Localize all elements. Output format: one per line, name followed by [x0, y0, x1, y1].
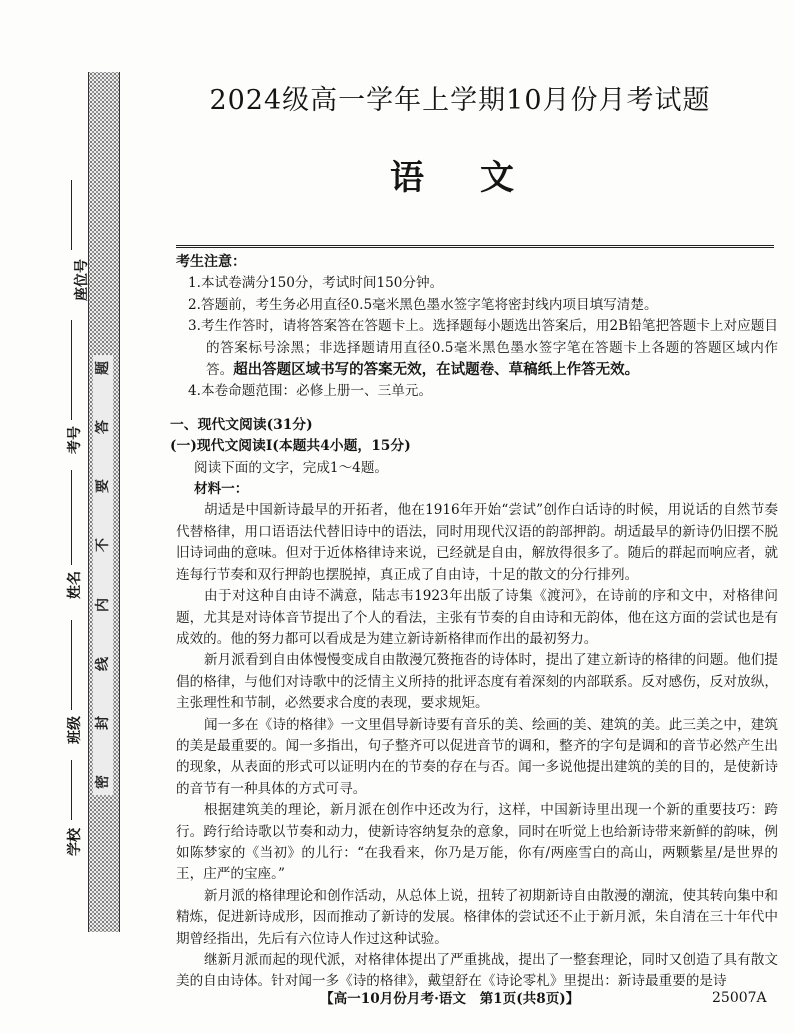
paragraph: 新月派的格律理论和创作活动，从总体上说，扭转了初期新诗自由散漫的潮流，使其转向集中和精炼，促进新诗成形，因而推动了新诗的发展。格律体的尝试还不止于新月派，朱自清在三十年代中期曾经指出，先后有六位诗人作过这种试验。 [176, 887, 778, 947]
seal-text [93, 355, 113, 795]
seal-char: 密 [95, 774, 111, 789]
seal-char: 答 [95, 420, 111, 435]
paragraph: 闻一多在《诗的格律》一文里倡导新诗要有音乐的美、绘画的美、建筑的美。此三美之中，建筑的美是最重要的。闻一多指出，句子整齐可以促进音节的调和，整齐的字句是调和的音节必然产生出的现象，从表面的形式可以证明内在的节奏的存在与否。闻一多说他提出建筑的美的目的，是使新诗的音节有一种具体的方式可寻。 [176, 716, 778, 797]
school-field[interactable]: 学校 [67, 828, 83, 856]
header-divider [176, 245, 774, 248]
seal-char: 线 [95, 656, 111, 671]
paragraph: 由于对这种自由诗不满意，陆志韦1923年出版了诗集《渡河》，在诗前的序和文中，对格律问题，尤其是对诗体音节提出了个人的看法，主张有节奏的自由诗和无韵体，他在这方面的尝试也是有成效的。他的努力都可以看成是为建立新诗新格律而作出的最初努力。 [176, 588, 778, 647]
notice-item: 2.答题前，考生务必用直径0.5毫米黑色墨水签字笔将密封线内项目填写清楚。 [188, 296, 658, 313]
subsection-heading: (一)现代文阅读Ⅰ(本题共4小题，15分) [170, 438, 411, 455]
seal-char: 内 [95, 597, 111, 612]
paragraph: 继新月派而起的现代派，对格律体提出了严重挑战，提出了一整套理论，同时又创造了具有散文美的自由诗体。针对闻一多《诗的格律》，戴望舒在《诗论零札》里提出：新诗最重要的是诗 [176, 952, 778, 990]
seal-char: 封 [95, 715, 111, 730]
exam-title: 2024级高一学年上学期10月份月考试题 [209, 85, 711, 116]
notice-item: 4.本卷命题范围：必修上册一、三单元。 [188, 383, 433, 400]
notice-item: 1.本试卷满分150分，考试时间150分钟。 [188, 275, 444, 292]
material-label: 材料一： [194, 481, 249, 498]
seal-char: 不 [95, 538, 111, 553]
instruction: 阅读下面的文字，完成1～4题。 [194, 459, 389, 476]
notice-list [176, 273, 778, 402]
paragraph: 胡适是中国新诗最早的开拓者，他在1916年开始“尝试”创作白话诗的时候，用说话的自然节奏代替格律，用口语语法代替旧诗中的语法，同时用现代汉语的韵部押韵。胡适最早的新诗仍旧摆不脱旧诗词曲的意味。但对于近体格律诗来说，已经就是自由，解放得很多了。随后的群起而响应者，就连每行节奏和双行押韵也摆脱掉，真正成了自由诗，十足的散文的分行排列。 [176, 502, 778, 583]
seat-number-field[interactable]: 座位号 [74, 259, 90, 301]
seat-number-line [71, 180, 72, 250]
name-field[interactable]: 姓名 [67, 571, 83, 599]
paper-code: 25007A [712, 990, 767, 1006]
exam-number-line [71, 320, 72, 420]
notice-item-emphasis: 超出答题区域书写的答案无效，在试题卷、草稿纸上作答无效。 [233, 361, 640, 379]
notice-item-text: 3.考生作答时，请将答案答在答题卡上。选择题每小题选出答案后，用2B铅笔把答题卡上对应题目的答案标号涂黑；非选择题请用直径0.5毫米黑色墨水签字笔在答题卡上各题的答题区域内作答。 [188, 318, 778, 379]
exam-number-field[interactable]: 考号 [67, 426, 83, 454]
section-heading: 一、现代文阅读(31分) [170, 416, 313, 433]
seal-char: 题 [95, 361, 111, 375]
subject-title: 语文 [390, 158, 570, 198]
page-footer: 【高一10月份月考·语文 第1页(共8页)】 [320, 991, 580, 1007]
class-field[interactable]: 班级 [67, 716, 83, 744]
name-line [71, 470, 72, 565]
notice-item [176, 316, 778, 381]
notice-title: 考生注意： [176, 254, 246, 270]
page-content [170, 252, 778, 993]
class-line [71, 620, 72, 710]
paragraph: 根据建筑美的理论，新月派在创作中还改为行，这样，中国新诗里出现一个新的重要技巧：跨行。跨行给诗歌以节奏和动力，使新诗容纳复杂的意象，同时在听觉上也给新诗带来新鲜的韵味，例如陈梦家的《当初》的儿行：“在我看来，你乃是万能，你有/两座雪白的高山，两颗紫星/是世界的王，庄严的宝座。” [176, 802, 778, 883]
school-line [71, 760, 72, 820]
seal-char: 要 [95, 479, 111, 494]
paragraph: 新月派看到自由体慢慢变成自由散漫冗赘拖沓的诗体时，提出了建立新诗的格律的问题。他们提倡的格律，与他们对诗歌中的泛情主义所持的批评态度有着深刻的内部联系。反对感伤，反对放纵，主张理性和节制，必然要求合度的表现，要求规矩。 [176, 652, 778, 712]
